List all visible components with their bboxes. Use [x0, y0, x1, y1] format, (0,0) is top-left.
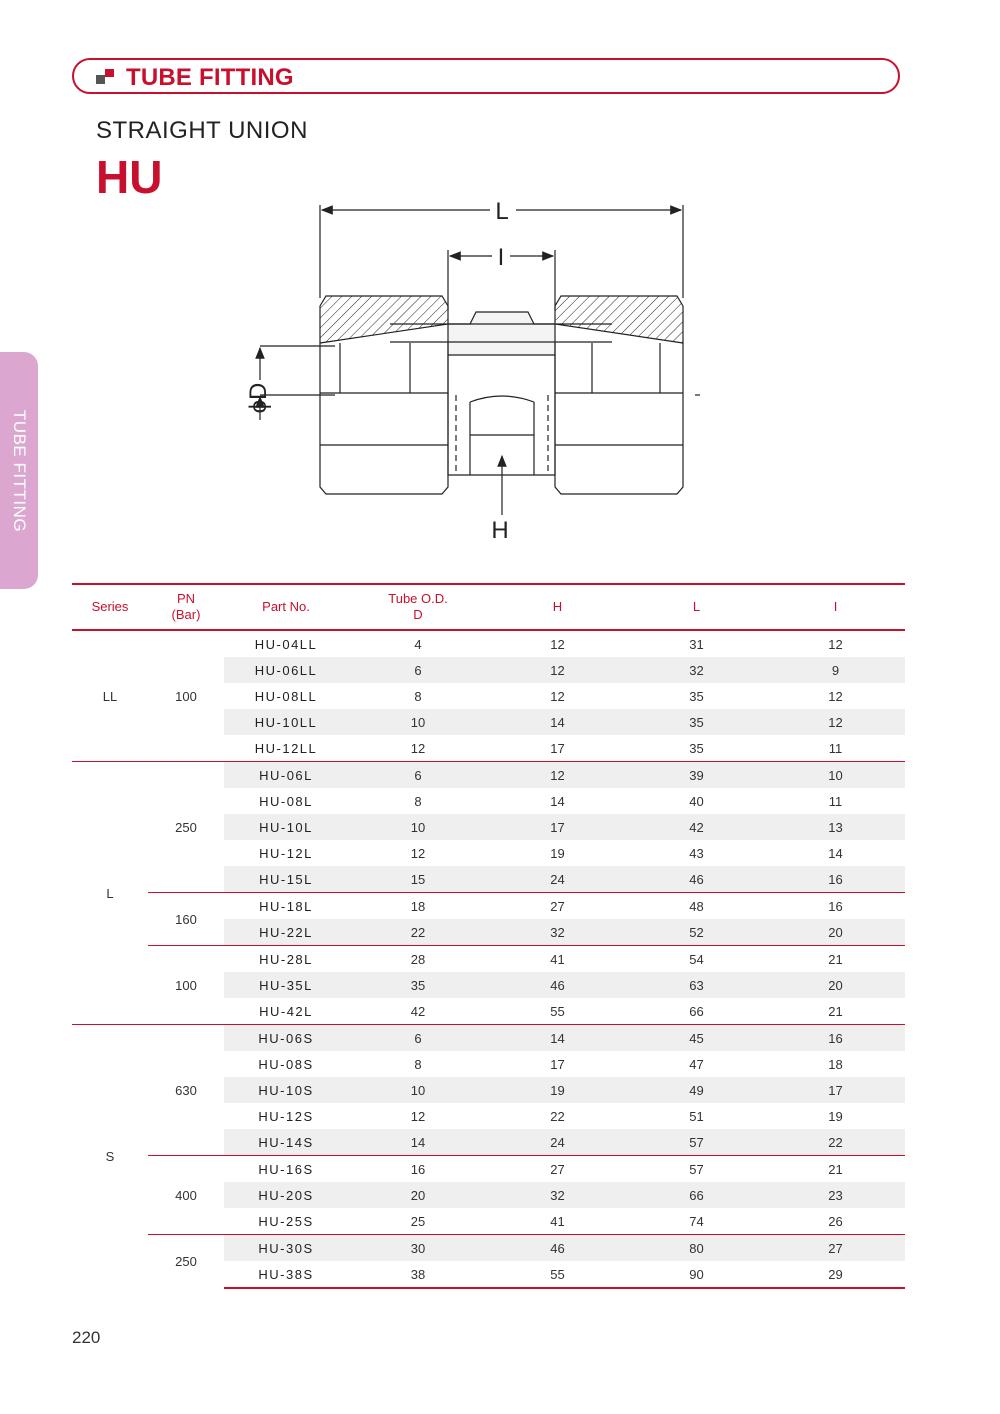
part-number-cell: HU-12LL — [254, 740, 318, 756]
col-header-l: L — [627, 584, 766, 630]
table-header-row — [72, 584, 905, 630]
l-value-cell: 66 — [689, 1003, 704, 1019]
d-value-cell: 18 — [348, 893, 488, 920]
part-number-cell: HU-12S — [258, 1108, 314, 1124]
i-value-cell: 27 — [766, 1235, 905, 1262]
i-value-cell: 20 — [766, 972, 905, 998]
i-value-cell: 9 — [766, 657, 905, 683]
dim-label-l: L — [495, 198, 509, 225]
d-value-cell: 16 — [348, 1156, 488, 1183]
pn-cell: 400 — [148, 1156, 224, 1235]
h-value-cell: 19 — [550, 845, 565, 861]
table-row — [72, 1156, 905, 1183]
i-value-cell: 13 — [766, 814, 905, 840]
table-row — [72, 1025, 905, 1052]
d-value-cell: 10 — [348, 709, 488, 735]
h-value-cell: 55 — [488, 1261, 627, 1288]
d-value-cell: 28 — [348, 946, 488, 973]
d-value-cell: 30 — [348, 1235, 488, 1262]
d-value-cell: 15 — [348, 866, 488, 893]
part-number-cell: HU-38S — [224, 1261, 348, 1288]
table-row — [72, 946, 905, 973]
h-value-cell: 12 — [488, 657, 627, 683]
part-number-cell: HU-42L — [259, 1003, 313, 1019]
d-value-cell: 10 — [348, 814, 488, 840]
part-number-cell: HU-22L — [224, 919, 348, 946]
part-number-cell: HU-06LL — [224, 657, 348, 683]
pn-cell: 100 — [148, 946, 224, 1025]
l-value-cell: 31 — [689, 636, 704, 652]
h-value-cell: 12 — [550, 688, 565, 704]
col-header-pn: PN (Bar) — [148, 584, 224, 630]
brand-logo-icon — [96, 69, 116, 85]
h-value-cell: 24 — [488, 866, 627, 893]
i-value-cell: 14 — [828, 845, 843, 861]
part-number-cell: HU-16S — [224, 1156, 348, 1183]
part-number-cell: HU-35L — [224, 972, 348, 998]
d-value-cell: 20 — [348, 1182, 488, 1208]
h-value-cell: 27 — [488, 893, 627, 920]
series-cell: S — [72, 1025, 148, 1289]
product-subtitle: STRAIGHT UNION — [96, 117, 308, 144]
col-header-i: I — [766, 584, 905, 630]
h-value-cell: 27 — [488, 1156, 627, 1183]
table-row — [72, 1235, 905, 1262]
side-tab — [0, 352, 38, 589]
d-value-cell: 42 — [410, 1003, 426, 1019]
h-value-cell: 14 — [550, 793, 565, 809]
l-value-cell: 47 — [689, 1056, 704, 1072]
i-value-cell: 23 — [766, 1182, 905, 1208]
h-value-cell: 24 — [488, 1129, 627, 1156]
h-value-cell: 46 — [488, 1235, 627, 1262]
l-value-cell: 39 — [627, 762, 766, 789]
spec-table — [72, 583, 905, 1289]
d-value-cell: 10 — [348, 1077, 488, 1103]
table-row — [72, 762, 905, 789]
l-value-cell: 74 — [689, 1213, 704, 1229]
h-value-cell: 41 — [550, 1213, 565, 1229]
dim-label-i: I — [497, 244, 505, 271]
h-value-cell: 17 — [550, 740, 565, 756]
d-value-cell: 12 — [410, 1108, 426, 1124]
i-value-cell: 11 — [828, 793, 843, 809]
pn-cell: 250 — [148, 762, 224, 893]
part-number-cell: HU-10L — [224, 814, 348, 840]
h-value-cell: 22 — [550, 1108, 565, 1124]
i-value-cell: 10 — [766, 762, 905, 789]
i-value-cell: 11 — [828, 740, 843, 756]
h-value-cell: 17 — [488, 814, 627, 840]
d-value-cell: 25 — [410, 1213, 426, 1229]
i-value-cell: 12 — [766, 709, 905, 735]
part-number-cell: HU-25S — [258, 1213, 314, 1229]
part-number-cell: HU-10S — [224, 1077, 348, 1103]
d-value-cell: 35 — [348, 972, 488, 998]
part-number-cell: HU-14S — [224, 1129, 348, 1156]
l-value-cell: 42 — [627, 814, 766, 840]
part-number-cell: HU-08L — [259, 793, 313, 809]
l-value-cell: 49 — [627, 1077, 766, 1103]
i-value-cell: 21 — [828, 1003, 843, 1019]
l-value-cell: 45 — [627, 1025, 766, 1052]
l-value-cell: 80 — [627, 1235, 766, 1262]
l-value-cell: 40 — [689, 793, 704, 809]
i-value-cell: 29 — [766, 1261, 905, 1288]
h-value-cell: 46 — [488, 972, 627, 998]
i-value-cell: 21 — [766, 1156, 905, 1183]
l-value-cell: 43 — [689, 845, 704, 861]
dim-label-d: ϕD — [245, 382, 272, 414]
i-value-cell: 17 — [766, 1077, 905, 1103]
col-header-part: Part No. — [224, 584, 348, 630]
l-value-cell: 51 — [689, 1108, 704, 1124]
h-value-cell: 41 — [488, 946, 627, 973]
l-value-cell: 90 — [627, 1261, 766, 1288]
i-value-cell: 20 — [766, 919, 905, 946]
table-row — [72, 893, 905, 920]
d-value-cell: 6 — [348, 1025, 488, 1052]
l-value-cell: 66 — [627, 1182, 766, 1208]
i-value-cell: 22 — [766, 1129, 905, 1156]
i-value-cell: 12 — [828, 688, 843, 704]
col-header-od: Tube O.D. D — [348, 584, 488, 630]
d-value-cell: 8 — [414, 688, 422, 704]
d-value-cell: 6 — [348, 762, 488, 789]
d-value-cell: 12 — [410, 740, 426, 756]
part-number-cell: HU-18L — [224, 893, 348, 920]
i-value-cell: 16 — [766, 866, 905, 893]
part-number-cell: HU-06L — [224, 762, 348, 789]
l-value-cell: 57 — [627, 1156, 766, 1183]
i-value-cell: 26 — [828, 1213, 843, 1229]
d-value-cell: 38 — [348, 1261, 488, 1288]
section-header — [72, 58, 900, 94]
h-value-cell: 12 — [550, 636, 565, 652]
l-value-cell: 57 — [627, 1129, 766, 1156]
dim-label-h: H — [491, 517, 509, 544]
h-value-cell: 14 — [488, 1025, 627, 1052]
series-cell: L — [72, 762, 148, 1025]
l-value-cell: 35 — [627, 709, 766, 735]
part-number-cell: HU-15L — [224, 866, 348, 893]
part-number-cell: HU-08S — [258, 1056, 314, 1072]
part-number-cell: HU-06S — [224, 1025, 348, 1052]
series-cell: LL — [72, 630, 148, 762]
h-value-cell: 12 — [488, 762, 627, 789]
h-value-cell: 32 — [488, 919, 627, 946]
part-number-cell: HU-20S — [224, 1182, 348, 1208]
l-value-cell: 52 — [627, 919, 766, 946]
part-number-cell: HU-10LL — [224, 709, 348, 735]
d-value-cell: 22 — [348, 919, 488, 946]
pn-cell: 250 — [148, 1235, 224, 1289]
straight-union-drawing — [240, 190, 720, 550]
pn-cell: 160 — [148, 893, 224, 946]
h-value-cell: 19 — [488, 1077, 627, 1103]
part-number-cell: HU-08LL — [254, 688, 318, 704]
part-number-cell: HU-28L — [224, 946, 348, 973]
pn-cell: 630 — [148, 1025, 224, 1156]
part-number-cell: HU-04LL — [254, 636, 318, 652]
i-value-cell: 21 — [766, 946, 905, 973]
side-tab-label: TUBE FITTING — [10, 409, 29, 532]
h-value-cell: 55 — [550, 1003, 565, 1019]
table-row — [72, 630, 905, 657]
d-value-cell: 8 — [414, 793, 422, 809]
h-value-cell: 14 — [488, 709, 627, 735]
product-code: HU — [96, 151, 163, 203]
section-title: TUBE FITTING — [126, 64, 294, 91]
h-value-cell: 32 — [488, 1182, 627, 1208]
i-value-cell: 16 — [766, 1025, 905, 1052]
i-value-cell: 19 — [828, 1108, 843, 1124]
l-value-cell: 35 — [689, 688, 704, 704]
l-value-cell: 63 — [627, 972, 766, 998]
l-value-cell: 32 — [627, 657, 766, 683]
d-value-cell: 6 — [348, 657, 488, 683]
col-header-h: H — [488, 584, 627, 630]
d-value-cell: 4 — [414, 636, 422, 652]
col-header-series: Series — [72, 584, 148, 630]
part-number-cell: HU-30S — [224, 1235, 348, 1262]
d-value-cell: 12 — [410, 845, 426, 861]
pn-cell: 100 — [148, 630, 224, 762]
i-value-cell: 18 — [828, 1056, 843, 1072]
h-value-cell: 17 — [550, 1056, 565, 1072]
d-value-cell: 14 — [348, 1129, 488, 1156]
i-value-cell: 12 — [828, 636, 843, 652]
page-number: 220 — [72, 1328, 101, 1347]
i-value-cell: 16 — [766, 893, 905, 920]
d-value-cell: 8 — [414, 1056, 422, 1072]
l-value-cell: 48 — [627, 893, 766, 920]
part-number-cell: HU-12L — [259, 845, 313, 861]
l-value-cell: 46 — [627, 866, 766, 893]
l-value-cell: 35 — [689, 740, 704, 756]
l-value-cell: 54 — [627, 946, 766, 973]
